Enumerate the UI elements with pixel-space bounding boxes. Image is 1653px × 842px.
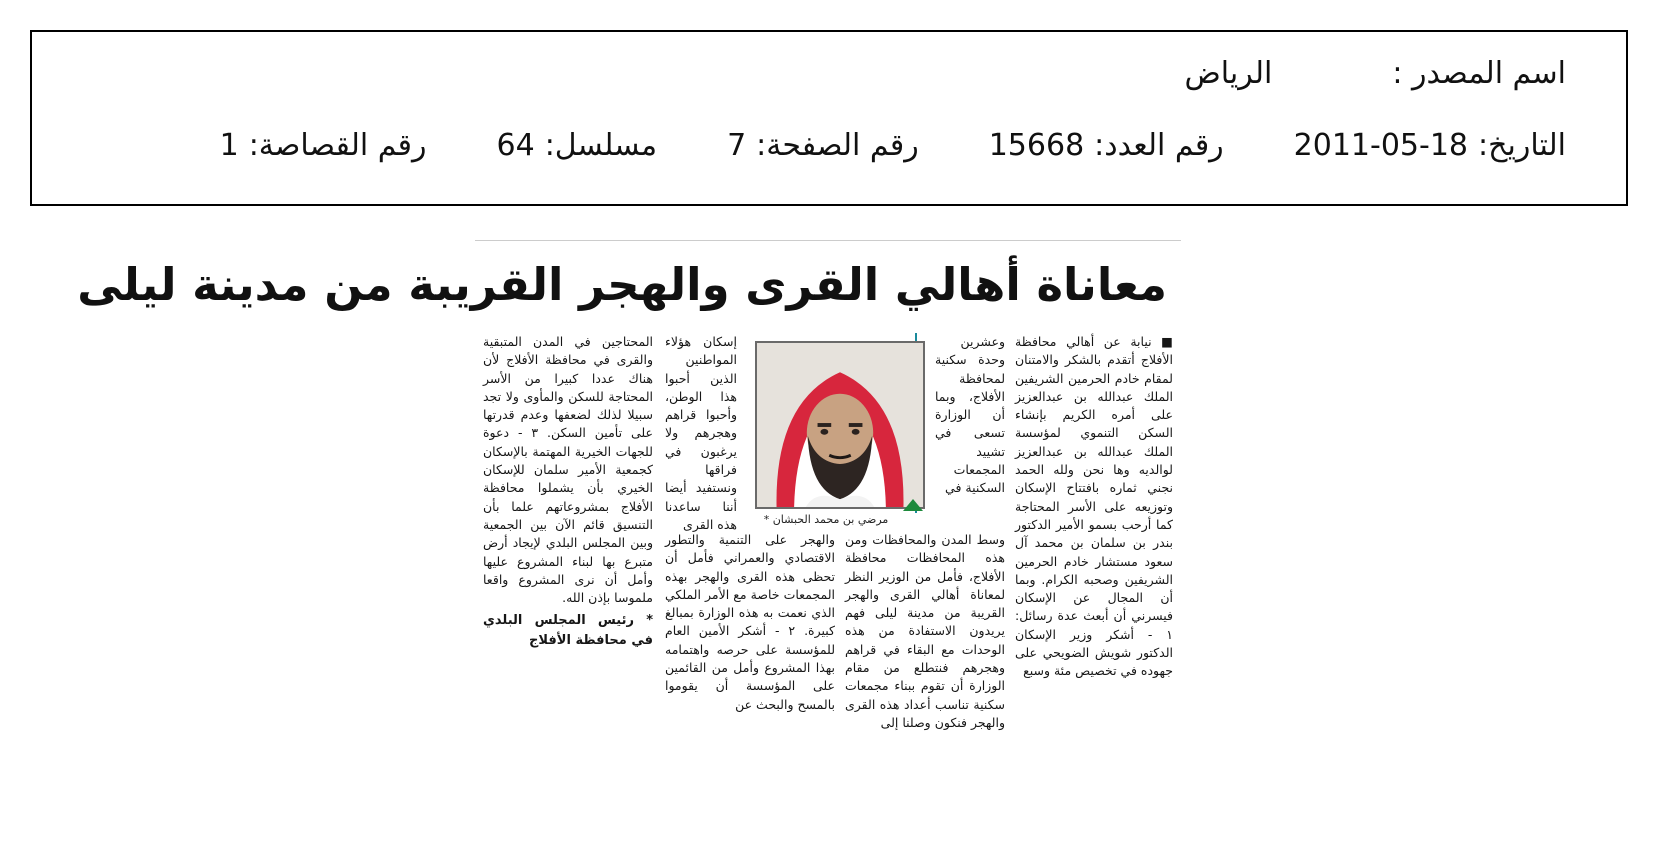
serial-label: مسلسل: xyxy=(544,128,658,163)
caption-marker-icon xyxy=(903,499,923,511)
newspaper-clipping xyxy=(77,240,1181,829)
source-value: الرياض xyxy=(1184,56,1273,91)
page-value: 7 xyxy=(727,128,747,163)
source-row xyxy=(1185,54,1566,94)
date-field xyxy=(1294,126,1566,166)
portrait-illustration xyxy=(757,343,923,507)
column-3-top: إسكان هؤلاء المواطنين الذين أحبوا هذا الوطن، وأحبوا قراهم وهجرهم ولا يرغبون في فراقها ونستفيد أيضا أننا ساعدنا هذه القرى xyxy=(665,334,737,532)
article-headline: معاناة أهالي القرى والهجر القريبة من مدينة ليلى xyxy=(77,258,1167,311)
author-photo xyxy=(755,341,925,509)
clip-label: رقم القصاصة: xyxy=(248,128,427,163)
issue-label: رقم العدد: xyxy=(1094,128,1224,163)
author-signature: * رئيس المجلس البلدي في محافظة الأفلاج xyxy=(483,613,653,649)
column-2-top: وعشرين وحدة سكنية لمحافظة الأفلاج، وبما أن الوزارة تسعى في تشييد المجمعات السكنية في xyxy=(935,334,1005,496)
column-4-text: المحتاجين في المدن المتبقية والقرى في محافظة الأفلاج لأن هناك عددا كبيرا من الأسر المحتاجة للسكن والمأوى ولا تجد سبيلا لذلك لضعفها وعدم قدرتها على تأمين السكن. ٣ - دعوة للجهات الخيرية المهتمة بالإسكان كجمعية الأمير سلمان للإسكان الخيري بأن يشملوا محافظة الأفلاج بمشروعاتهم علما بأن التنسيق قائم الآن بين الجمعية وبين المجلس البلدي لإيجاد أرض متبرع بها لبناء المشروع عليها وأمل أن نرى المشروع واقعا ملموسا بإذن الله. xyxy=(483,334,653,606)
column-1-text: ■ نيابة عن أهالي محافظة الأفلاج أتقدم بالشكر والامتنان لمقام خادم الحرمين الشريفين الملك عبدالله بن عبدالعزيز على أمره الكريم بإنشاء السكن التنموي لمؤسسة الملك عبدالله بن عبدالعزيز لوالديه وها نحن ولله الحمد نجني ثماره بافتتاح الإسكان وتوزيعه على الأسر المحتاجة كما أرحب بسمو الأمير الدكتور بندر بن سلمان بن محمد آل سعود مستشار خادم الحرمين الشريفين وصحبه الكرام. وبما أن المجال عن الإسكان فيسرني أن أبعث عدة رسائل: ١ - أشكر وزير الإسكان الدكتور شويش الضويحي على جهوده في تخصيص مئة وسبع xyxy=(1015,334,1173,679)
clip-field xyxy=(220,126,427,166)
photo-caption: مرضي بن محمد الحبشان * xyxy=(763,513,889,526)
clip-value: 1 xyxy=(219,128,239,163)
page-label: رقم الصفحة: xyxy=(756,128,919,163)
issue-value: 15668 xyxy=(988,128,1085,163)
issue-field xyxy=(989,126,1224,166)
source-label: اسم المصدر : xyxy=(1392,56,1566,91)
publication-details-row xyxy=(220,126,1566,166)
column-2-bottom: وسط المدن والمحافظات ومن هذه المحافظات محافظة الأفلاج، فأمل من الوزير النظر لمعاناة أهالي القرى والهجر القريبة من مدينة ليلى فهم يريدون الاستفادة من هذه الوحدات مع البقاء في قراهم وهجرهم فنتطلع من مقام الوزارة أن تقوم ببناء مجمعات سكنية تناسب أعداد هذه القرى والهجر فنكون وصلنا إلى xyxy=(845,532,1005,730)
serial-value: 64 xyxy=(496,128,535,163)
serial-field xyxy=(497,126,658,166)
date-label: التاريخ: xyxy=(1478,128,1566,163)
article-column-1 xyxy=(1015,333,1173,681)
date-value: 2011-05-18 xyxy=(1293,128,1469,163)
page-field xyxy=(727,126,919,166)
source-info-box xyxy=(30,30,1628,206)
column-3-bottom: والهجر على التنمية والتطور الاقتصادي والعمراني فأمل أن تحظى هذه القرى والهجر بهذه المجمعات خاصة مع الأمر الملكي الذي نعمت به هذه الوزارة بمبالغ كبيرة. ٢ - أشكر الأمين العام للمؤسسة على حرصه واهتمامه بهذا المشروع وأمل من القائمين على المؤسسة أن يقوموا بالمسح والبحث عن xyxy=(665,532,835,712)
article-column-4 xyxy=(483,333,653,651)
